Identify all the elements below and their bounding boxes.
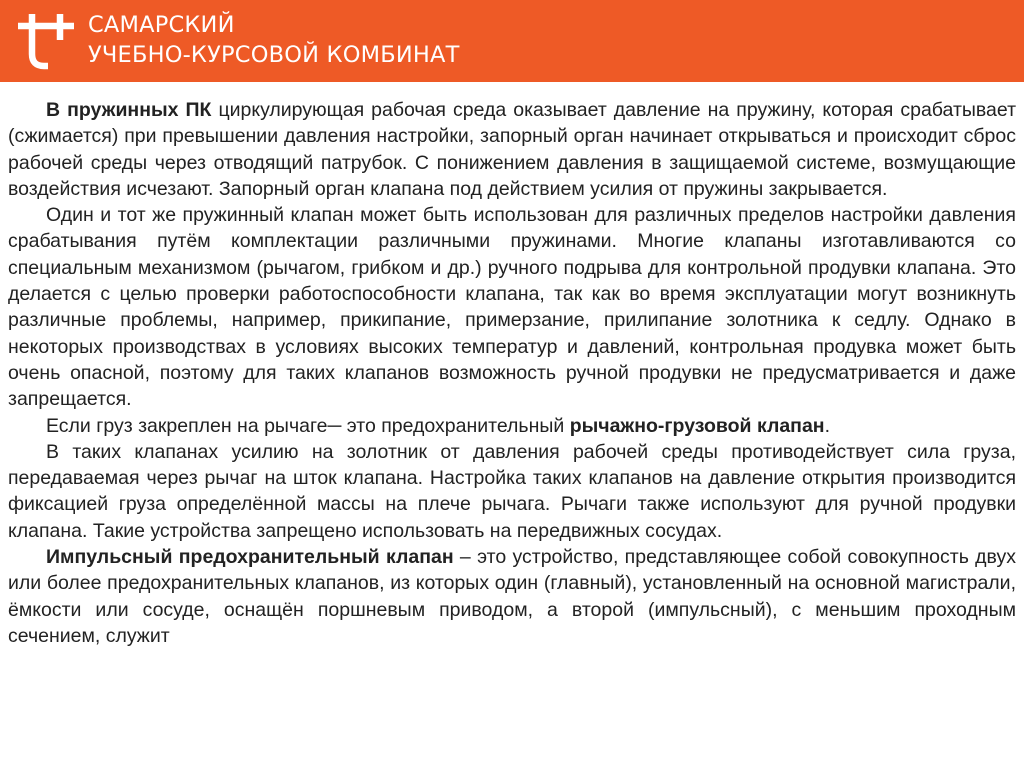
- slide-body-text: [8, 97, 1016, 649]
- double-cross-logo-icon: [12, 10, 78, 72]
- paragraph-text: Один и тот же пружинный клапан может быть использован для различных пределов настройки давления срабатывания путём комплектации различными пружинами. Многие клапаны изготавливаются со специальным механизмом (рычагом, грибком и др.) ручного подрыва для контрольной продувки клапана. Это делается с целью проверки работоспособности клапана, так как во время эксплуатации могут возникнуть различные проблемы, например, прикипание, примерзание, прилипание золотника к седлу. Однако в некоторых производствах в условиях высоких температур и давлений, контрольная продувка может быть очень опасной, поэтому для таких клапанов возможность ручной продувки не предусматривается и даже запрещается.: [8, 204, 1016, 411]
- header-bar: [0, 0, 1024, 82]
- term-pulse-valve: Импульсный предохранительный клапан: [46, 546, 454, 569]
- organization-name-line-1: САМАРСКИЙ: [88, 12, 235, 38]
- term-lever-weight-valve: рычажно-грузовой клапан: [569, 414, 825, 437]
- paragraph-text-end: .: [824, 414, 831, 437]
- paragraph-lever-weight-details: [8, 439, 1016, 544]
- organization-name-line-2: УЧЕБНО-КУРСОВОЙ КОМБИНАТ: [88, 42, 460, 68]
- paragraph-lever-weight-intro: [8, 413, 1016, 439]
- organization-name: [88, 10, 460, 70]
- paragraph-spring-valves: [8, 97, 1016, 202]
- paragraph-text: Если груз закреплен на рычаге─ это предохранительный: [46, 414, 570, 437]
- term-spring-valves: В пружинных ПК: [46, 99, 212, 121]
- paragraph-pulse-valve: [8, 544, 1016, 649]
- paragraph-text: В таких клапанах усилию на золотник от давления рабочей среды противодействует сила груза, передаваемая через рычаг на шток клапана. Настройка таких клапанов на давление открытия производится фиксацией груза определённой массы на плече рычага. Рычаги также используют для ручной продувки клапана. Такие устройства запрещено использовать на передвижных сосудах.: [8, 440, 1016, 542]
- paragraph-spring-adjustment: [8, 202, 1016, 412]
- paragraph-text: – это устройство, представляющее собой совокупность двух или более предохранительных клапанов, из которых один (главный), установленный на основной магистрали, ёмкости или сосуде, оснащён поршневым приводом, а второй (импульсный), с меньшим проходным сечением, служит: [8, 546, 1016, 647]
- paragraph-text: циркулирующая рабочая среда оказывает давление на пружину, которая срабатывает (сжимается) при превышении давления настройки, запорный орган начинает открываться и происходит сброс рабочей среды через отводящий патрубок. С понижением давления в защищаемой системе, возмущающие воздействия исчезают. Запорный орган клапана под действием усилия от пружины закрывается.: [8, 99, 1017, 200]
